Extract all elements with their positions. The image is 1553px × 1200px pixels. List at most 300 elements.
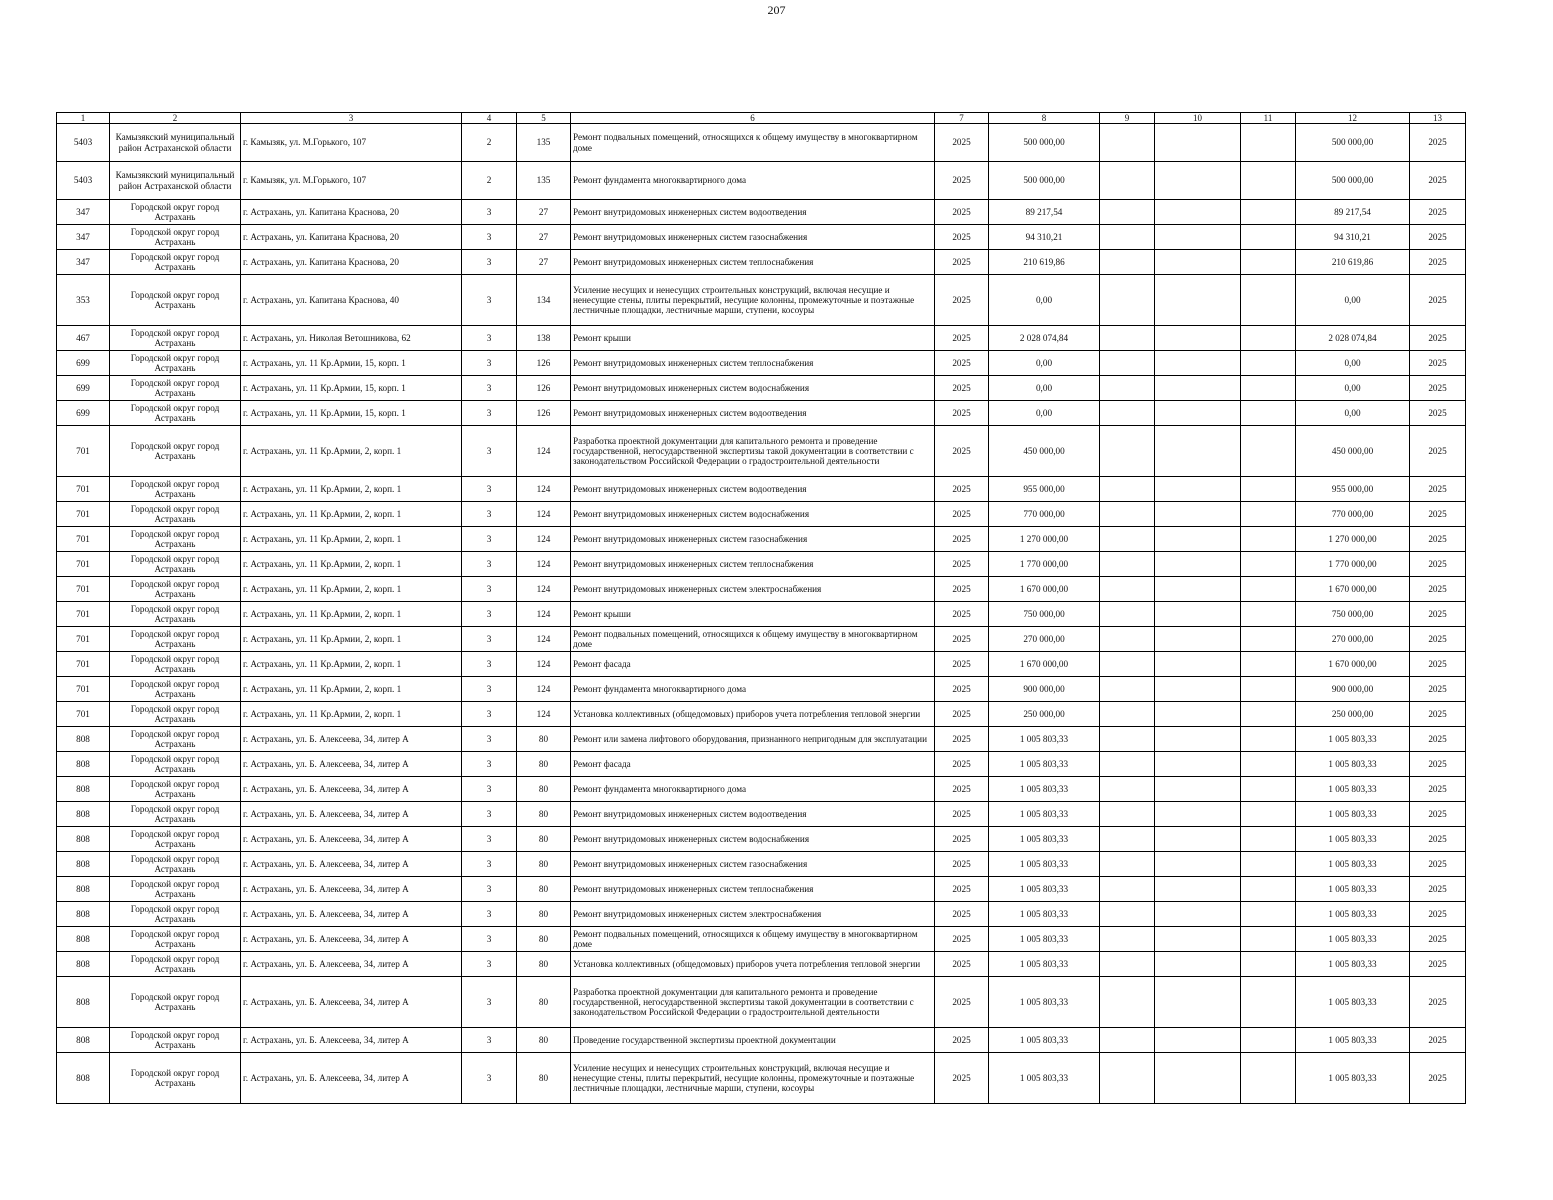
- cell-work-type: Ремонт фасада: [571, 652, 935, 677]
- cell-col-9: [1100, 225, 1155, 250]
- cell-amount-total: 1 270 000,00: [1296, 527, 1410, 552]
- cell-count: 124: [517, 527, 571, 552]
- cell-col-10: [1155, 752, 1241, 777]
- cell-category: 3: [462, 727, 517, 752]
- cell-completion-year: 2025: [1410, 977, 1466, 1028]
- cell-year: 2025: [935, 250, 989, 275]
- cell-category: 3: [462, 326, 517, 351]
- cell-col-9: [1100, 401, 1155, 426]
- cell-category: 3: [462, 376, 517, 401]
- cell-address: г. Астрахань, ул. 11 Кр.Армии, 2, корп. 1: [241, 702, 462, 727]
- cell-work-type: Ремонт фасада: [571, 752, 935, 777]
- cell-row-id: 347: [57, 250, 110, 275]
- column-number-2: 2: [110, 113, 241, 124]
- cell-amount-total: 1 670 000,00: [1296, 577, 1410, 602]
- cell-category: 3: [462, 902, 517, 927]
- cell-col-11: [1241, 351, 1296, 376]
- cell-work-type: Ремонт внутридомовых инженерных систем электроснабжения: [571, 577, 935, 602]
- cell-amount: 500 000,00: [989, 124, 1100, 162]
- cell-count: 135: [517, 124, 571, 162]
- cell-count: 124: [517, 627, 571, 652]
- cell-category: 3: [462, 577, 517, 602]
- cell-amount: 1 005 803,33: [989, 727, 1100, 752]
- cell-address: г. Астрахань, ул. 11 Кр.Армии, 2, корп. 1: [241, 602, 462, 627]
- cell-col-9: [1100, 351, 1155, 376]
- table-row: [57, 1053, 1466, 1104]
- cell-address: г. Астрахань, ул. Б. Алексеева, 34, литер А: [241, 827, 462, 852]
- cell-row-id: 699: [57, 351, 110, 376]
- page-number: 207: [767, 3, 786, 17]
- cell-municipality: Городской округ город Астрахань: [110, 627, 241, 652]
- cell-amount-total: 1 005 803,33: [1296, 1028, 1410, 1053]
- cell-completion-year: 2025: [1410, 652, 1466, 677]
- cell-work-type: Ремонт внутридомовых инженерных систем теплоснабжения: [571, 250, 935, 275]
- cell-col-10: [1155, 827, 1241, 852]
- cell-amount: 1 005 803,33: [989, 1028, 1100, 1053]
- cell-amount-total: 1 005 803,33: [1296, 852, 1410, 877]
- cell-col-11: [1241, 702, 1296, 727]
- cell-col-9: [1100, 250, 1155, 275]
- cell-completion-year: 2025: [1410, 527, 1466, 552]
- cell-col-9: [1100, 502, 1155, 527]
- cell-count: 27: [517, 225, 571, 250]
- cell-col-11: [1241, 877, 1296, 902]
- cell-count: 126: [517, 351, 571, 376]
- cell-col-9: [1100, 124, 1155, 162]
- cell-completion-year: 2025: [1410, 552, 1466, 577]
- cell-count: 135: [517, 162, 571, 200]
- cell-col-11: [1241, 727, 1296, 752]
- cell-count: 124: [517, 602, 571, 627]
- cell-category: 3: [462, 426, 517, 477]
- cell-col-11: [1241, 777, 1296, 802]
- cell-amount: 1 005 803,33: [989, 927, 1100, 952]
- cell-amount-total: 1 005 803,33: [1296, 777, 1410, 802]
- cell-category: 3: [462, 1053, 517, 1104]
- table-row: [57, 627, 1466, 652]
- cell-count: 80: [517, 1053, 571, 1104]
- cell-col-11: [1241, 677, 1296, 702]
- cell-amount: 1 005 803,33: [989, 877, 1100, 902]
- cell-amount: 750 000,00: [989, 602, 1100, 627]
- cell-amount-total: 0,00: [1296, 275, 1410, 326]
- cell-address: г. Астрахань, ул. Б. Алексеева, 34, литер А: [241, 952, 462, 977]
- cell-municipality: Городской округ город Астрахань: [110, 952, 241, 977]
- cell-amount: 0,00: [989, 376, 1100, 401]
- cell-address: г. Астрахань, ул. Б. Алексеева, 34, литер А: [241, 802, 462, 827]
- cell-municipality: Городской округ город Астрахань: [110, 877, 241, 902]
- cell-work-type: Ремонт фундамента многоквартирного дома: [571, 162, 935, 200]
- cell-row-id: 701: [57, 426, 110, 477]
- cell-municipality: Городской округ город Астрахань: [110, 275, 241, 326]
- cell-row-id: 808: [57, 852, 110, 877]
- cell-year: 2025: [935, 376, 989, 401]
- cell-col-10: [1155, 627, 1241, 652]
- cell-address: г. Астрахань, ул. 11 Кр.Армии, 2, корп. 1: [241, 627, 462, 652]
- cell-amount-total: 1 670 000,00: [1296, 652, 1410, 677]
- cell-col-11: [1241, 250, 1296, 275]
- cell-row-id: 701: [57, 627, 110, 652]
- cell-amount-total: 1 005 803,33: [1296, 927, 1410, 952]
- cell-count: 124: [517, 677, 571, 702]
- cell-work-type: Ремонт внутридомовых инженерных систем газоснабжения: [571, 852, 935, 877]
- table-row: [57, 952, 1466, 977]
- column-number-7: 7: [935, 113, 989, 124]
- cell-row-id: 808: [57, 777, 110, 802]
- cell-count: 80: [517, 827, 571, 852]
- cell-amount: 1 670 000,00: [989, 577, 1100, 602]
- cell-municipality: Городской округ город Астрахань: [110, 677, 241, 702]
- cell-col-10: [1155, 852, 1241, 877]
- cell-amount: 1 005 803,33: [989, 802, 1100, 827]
- cell-municipality: Городской округ город Астрахань: [110, 200, 241, 225]
- cell-completion-year: 2025: [1410, 627, 1466, 652]
- cell-col-9: [1100, 477, 1155, 502]
- table-row: [57, 426, 1466, 477]
- cell-address: г. Астрахань, ул. 11 Кр.Армии, 15, корп. 1: [241, 401, 462, 426]
- cell-work-type: Проведение государственной экспертизы проектной документации: [571, 1028, 935, 1053]
- cell-col-9: [1100, 275, 1155, 326]
- cell-year: 2025: [935, 401, 989, 426]
- works-table: [56, 112, 1466, 1104]
- cell-address: г. Астрахань, ул. Б. Алексеева, 34, литер А: [241, 902, 462, 927]
- cell-col-10: [1155, 802, 1241, 827]
- cell-amount-total: 89 217,54: [1296, 200, 1410, 225]
- cell-completion-year: 2025: [1410, 952, 1466, 977]
- cell-row-id: 808: [57, 877, 110, 902]
- cell-completion-year: 2025: [1410, 275, 1466, 326]
- cell-amount-total: 1 005 803,33: [1296, 727, 1410, 752]
- cell-amount-total: 1 005 803,33: [1296, 802, 1410, 827]
- cell-category: 3: [462, 977, 517, 1028]
- table-row: [57, 275, 1466, 326]
- cell-amount: 1 005 803,33: [989, 752, 1100, 777]
- cell-address: г. Астрахань, ул. 11 Кр.Армии, 2, корп. 1: [241, 652, 462, 677]
- cell-col-9: [1100, 752, 1155, 777]
- cell-amount: 900 000,00: [989, 677, 1100, 702]
- cell-amount: 1 770 000,00: [989, 552, 1100, 577]
- cell-municipality: Городской округ город Астрахань: [110, 652, 241, 677]
- cell-year: 2025: [935, 827, 989, 852]
- cell-completion-year: 2025: [1410, 827, 1466, 852]
- cell-work-type: Ремонт внутридомовых инженерных систем газоснабжения: [571, 225, 935, 250]
- cell-completion-year: 2025: [1410, 376, 1466, 401]
- cell-count: 124: [517, 577, 571, 602]
- cell-col-10: [1155, 351, 1241, 376]
- cell-category: 2: [462, 162, 517, 200]
- cell-year: 2025: [935, 927, 989, 952]
- cell-row-id: 699: [57, 376, 110, 401]
- cell-amount-total: 770 000,00: [1296, 502, 1410, 527]
- cell-category: 3: [462, 477, 517, 502]
- cell-amount-total: 250 000,00: [1296, 702, 1410, 727]
- cell-municipality: Городской округ город Астрахань: [110, 376, 241, 401]
- cell-work-type: Ремонт подвальных помещений, относящихся к общему имуществу в многоквартирном доме: [571, 627, 935, 652]
- column-number-12: 12: [1296, 113, 1410, 124]
- cell-amount: 0,00: [989, 351, 1100, 376]
- cell-col-10: [1155, 1053, 1241, 1104]
- cell-year: 2025: [935, 677, 989, 702]
- cell-col-9: [1100, 1053, 1155, 1104]
- cell-row-id: 347: [57, 200, 110, 225]
- cell-count: 80: [517, 1028, 571, 1053]
- cell-category: 3: [462, 502, 517, 527]
- table-row: [57, 326, 1466, 351]
- cell-work-type: Разработка проектной документации для капитального ремонта и проведение государственной, негосударственной экспертизы такой документации в соответствии с законодательством Российской Федерации о градостроительной деятельности: [571, 977, 935, 1028]
- cell-municipality: Городской округ город Астрахань: [110, 752, 241, 777]
- cell-col-11: [1241, 426, 1296, 477]
- cell-count: 27: [517, 200, 571, 225]
- cell-municipality: Городской округ город Астрахань: [110, 977, 241, 1028]
- cell-col-11: [1241, 602, 1296, 627]
- cell-count: 80: [517, 952, 571, 977]
- cell-address: г. Астрахань, ул. 11 Кр.Армии, 15, корп. 1: [241, 351, 462, 376]
- cell-amount-total: 1 005 803,33: [1296, 902, 1410, 927]
- table-row: [57, 401, 1466, 426]
- cell-year: 2025: [935, 351, 989, 376]
- cell-amount: 1 270 000,00: [989, 527, 1100, 552]
- cell-year: 2025: [935, 1028, 989, 1053]
- cell-completion-year: 2025: [1410, 752, 1466, 777]
- cell-municipality: Городской округ город Астрахань: [110, 1028, 241, 1053]
- cell-amount-total: 270 000,00: [1296, 627, 1410, 652]
- cell-municipality: Городской округ город Астрахань: [110, 777, 241, 802]
- cell-amount: 89 217,54: [989, 200, 1100, 225]
- cell-address: г. Астрахань, ул. Николая Ветошникова, 62: [241, 326, 462, 351]
- cell-category: 3: [462, 1028, 517, 1053]
- table-body: [57, 124, 1466, 1104]
- cell-row-id: 701: [57, 702, 110, 727]
- table-row: [57, 827, 1466, 852]
- cell-address: г. Астрахань, ул. Б. Алексеева, 34, литер А: [241, 727, 462, 752]
- cell-category: 3: [462, 827, 517, 852]
- cell-count: 80: [517, 877, 571, 902]
- cell-municipality: Городской округ город Астрахань: [110, 401, 241, 426]
- cell-category: 3: [462, 702, 517, 727]
- cell-address: г. Астрахань, ул. Капитана Краснова, 20: [241, 250, 462, 275]
- cell-completion-year: 2025: [1410, 162, 1466, 200]
- cell-work-type: Ремонт внутридомовых инженерных систем водоснабжения: [571, 502, 935, 527]
- cell-col-11: [1241, 852, 1296, 877]
- table-row: [57, 577, 1466, 602]
- cell-municipality: Городской округ город Астрахань: [110, 351, 241, 376]
- column-number-row: [57, 113, 1466, 124]
- cell-col-10: [1155, 1028, 1241, 1053]
- cell-completion-year: 2025: [1410, 124, 1466, 162]
- cell-amount-total: 1 005 803,33: [1296, 827, 1410, 852]
- cell-col-11: [1241, 477, 1296, 502]
- table-row: [57, 902, 1466, 927]
- cell-completion-year: 2025: [1410, 677, 1466, 702]
- cell-row-id: 5403: [57, 162, 110, 200]
- cell-municipality: Городской округ город Астрахань: [110, 702, 241, 727]
- cell-municipality: Городской округ город Астрахань: [110, 727, 241, 752]
- cell-category: 3: [462, 351, 517, 376]
- cell-work-type: Ремонт внутридомовых инженерных систем водоотведения: [571, 802, 935, 827]
- cell-row-id: 808: [57, 752, 110, 777]
- cell-address: г. Астрахань, ул. Капитана Краснова, 20: [241, 225, 462, 250]
- cell-address: г. Астрахань, ул. Б. Алексеева, 34, литер А: [241, 877, 462, 902]
- cell-row-id: 701: [57, 677, 110, 702]
- table-row: [57, 927, 1466, 952]
- cell-col-9: [1100, 527, 1155, 552]
- cell-col-10: [1155, 401, 1241, 426]
- cell-amount: 1 005 803,33: [989, 1053, 1100, 1104]
- cell-amount-total: 0,00: [1296, 376, 1410, 401]
- cell-count: 80: [517, 777, 571, 802]
- cell-address: г. Астрахань, ул. 11 Кр.Армии, 2, корп. 1: [241, 577, 462, 602]
- cell-row-id: 808: [57, 827, 110, 852]
- cell-category: 3: [462, 802, 517, 827]
- cell-col-9: [1100, 677, 1155, 702]
- cell-category: 3: [462, 527, 517, 552]
- cell-address: г. Астрахань, ул. Капитана Краснова, 40: [241, 275, 462, 326]
- table-row: [57, 552, 1466, 577]
- cell-col-11: [1241, 627, 1296, 652]
- cell-work-type: Ремонт крыши: [571, 602, 935, 627]
- cell-col-11: [1241, 124, 1296, 162]
- cell-completion-year: 2025: [1410, 777, 1466, 802]
- column-number-8: 8: [989, 113, 1100, 124]
- cell-amount: 0,00: [989, 401, 1100, 426]
- cell-year: 2025: [935, 702, 989, 727]
- cell-col-9: [1100, 326, 1155, 351]
- cell-municipality: Городской округ город Астрахань: [110, 902, 241, 927]
- cell-count: 80: [517, 727, 571, 752]
- cell-municipality: Городской округ город Астрахань: [110, 477, 241, 502]
- cell-col-11: [1241, 401, 1296, 426]
- cell-completion-year: 2025: [1410, 877, 1466, 902]
- table-row: [57, 124, 1466, 162]
- cell-address: г. Астрахань, ул. Б. Алексеева, 34, литер А: [241, 752, 462, 777]
- cell-work-type: Ремонт внутридомовых инженерных систем водоснабжения: [571, 827, 935, 852]
- cell-col-11: [1241, 225, 1296, 250]
- table-row: [57, 200, 1466, 225]
- cell-col-9: [1100, 802, 1155, 827]
- cell-address: г. Камызяк, ул. М.Горького, 107: [241, 162, 462, 200]
- cell-row-id: 808: [57, 952, 110, 977]
- cell-municipality: Камызякский муниципальный район Астраханской области: [110, 124, 241, 162]
- table-row: [57, 527, 1466, 552]
- cell-work-type: Установка коллективных (общедомовых) приборов учета потребления тепловой энергии: [571, 952, 935, 977]
- table-row: [57, 1028, 1466, 1053]
- cell-col-11: [1241, 1053, 1296, 1104]
- cell-col-10: [1155, 577, 1241, 602]
- cell-col-10: [1155, 200, 1241, 225]
- cell-amount-total: 1 005 803,33: [1296, 977, 1410, 1028]
- cell-col-11: [1241, 652, 1296, 677]
- cell-col-10: [1155, 877, 1241, 902]
- cell-row-id: 701: [57, 477, 110, 502]
- cell-col-11: [1241, 902, 1296, 927]
- cell-municipality: Городской округ город Астрахань: [110, 426, 241, 477]
- cell-work-type: Ремонт внутридомовых инженерных систем теплоснабжения: [571, 351, 935, 376]
- cell-row-id: 808: [57, 1028, 110, 1053]
- cell-col-10: [1155, 552, 1241, 577]
- cell-amount-total: 900 000,00: [1296, 677, 1410, 702]
- cell-work-type: Ремонт внутридомовых инженерных систем водоотведения: [571, 401, 935, 426]
- cell-col-9: [1100, 552, 1155, 577]
- cell-col-10: [1155, 902, 1241, 927]
- cell-work-type: Ремонт внутридомовых инженерных систем водоотведения: [571, 477, 935, 502]
- cell-year: 2025: [935, 477, 989, 502]
- cell-completion-year: 2025: [1410, 502, 1466, 527]
- cell-amount: 250 000,00: [989, 702, 1100, 727]
- cell-amount: 2 028 074,84: [989, 326, 1100, 351]
- cell-municipality: Городской округ город Астрахань: [110, 225, 241, 250]
- cell-col-9: [1100, 376, 1155, 401]
- cell-col-11: [1241, 802, 1296, 827]
- cell-address: г. Камызяк, ул. М.Горького, 107: [241, 124, 462, 162]
- cell-col-10: [1155, 275, 1241, 326]
- cell-completion-year: 2025: [1410, 902, 1466, 927]
- cell-col-10: [1155, 162, 1241, 200]
- cell-completion-year: 2025: [1410, 602, 1466, 627]
- cell-col-10: [1155, 977, 1241, 1028]
- cell-address: г. Астрахань, ул. 11 Кр.Армии, 2, корп. 1: [241, 502, 462, 527]
- table-row: [57, 802, 1466, 827]
- cell-category: 3: [462, 200, 517, 225]
- cell-year: 2025: [935, 200, 989, 225]
- cell-year: 2025: [935, 225, 989, 250]
- cell-category: 3: [462, 225, 517, 250]
- table-row: [57, 502, 1466, 527]
- cell-work-type: Разработка проектной документации для капитального ремонта и проведение государственной, негосударственной экспертизы такой документации в соответствии с законодательством Российской Федерации о градостроительной деятельности: [571, 426, 935, 477]
- cell-row-id: 808: [57, 802, 110, 827]
- cell-row-id: 808: [57, 977, 110, 1028]
- cell-count: 27: [517, 250, 571, 275]
- cell-count: 124: [517, 502, 571, 527]
- cell-amount: 450 000,00: [989, 426, 1100, 477]
- cell-municipality: Камызякский муниципальный район Астраханской области: [110, 162, 241, 200]
- table-row: [57, 777, 1466, 802]
- cell-count: 138: [517, 326, 571, 351]
- cell-year: 2025: [935, 602, 989, 627]
- cell-municipality: Городской округ город Астрахань: [110, 827, 241, 852]
- column-number-9: 9: [1100, 113, 1155, 124]
- cell-col-10: [1155, 652, 1241, 677]
- cell-col-11: [1241, 527, 1296, 552]
- cell-work-type: Ремонт внутридомовых инженерных систем теплоснабжения: [571, 552, 935, 577]
- cell-col-10: [1155, 727, 1241, 752]
- cell-address: г. Астрахань, ул. 11 Кр.Армии, 2, корп. 1: [241, 677, 462, 702]
- cell-row-id: 808: [57, 1053, 110, 1104]
- cell-col-9: [1100, 200, 1155, 225]
- cell-category: 3: [462, 852, 517, 877]
- cell-col-11: [1241, 552, 1296, 577]
- cell-col-10: [1155, 326, 1241, 351]
- cell-year: 2025: [935, 977, 989, 1028]
- cell-col-10: [1155, 527, 1241, 552]
- cell-completion-year: 2025: [1410, 802, 1466, 827]
- cell-amount-total: 2 028 074,84: [1296, 326, 1410, 351]
- table-row: [57, 250, 1466, 275]
- cell-row-id: 701: [57, 652, 110, 677]
- cell-completion-year: 2025: [1410, 927, 1466, 952]
- table-row: [57, 677, 1466, 702]
- cell-completion-year: 2025: [1410, 477, 1466, 502]
- cell-col-11: [1241, 977, 1296, 1028]
- cell-col-9: [1100, 977, 1155, 1028]
- cell-col-9: [1100, 727, 1155, 752]
- cell-col-9: [1100, 602, 1155, 627]
- table-row: [57, 162, 1466, 200]
- cell-work-type: Ремонт или замена лифтового оборудования, признанного непригодным для эксплуатации: [571, 727, 935, 752]
- cell-amount: 270 000,00: [989, 627, 1100, 652]
- cell-col-9: [1100, 627, 1155, 652]
- cell-amount: 94 310,21: [989, 225, 1100, 250]
- cell-col-11: [1241, 952, 1296, 977]
